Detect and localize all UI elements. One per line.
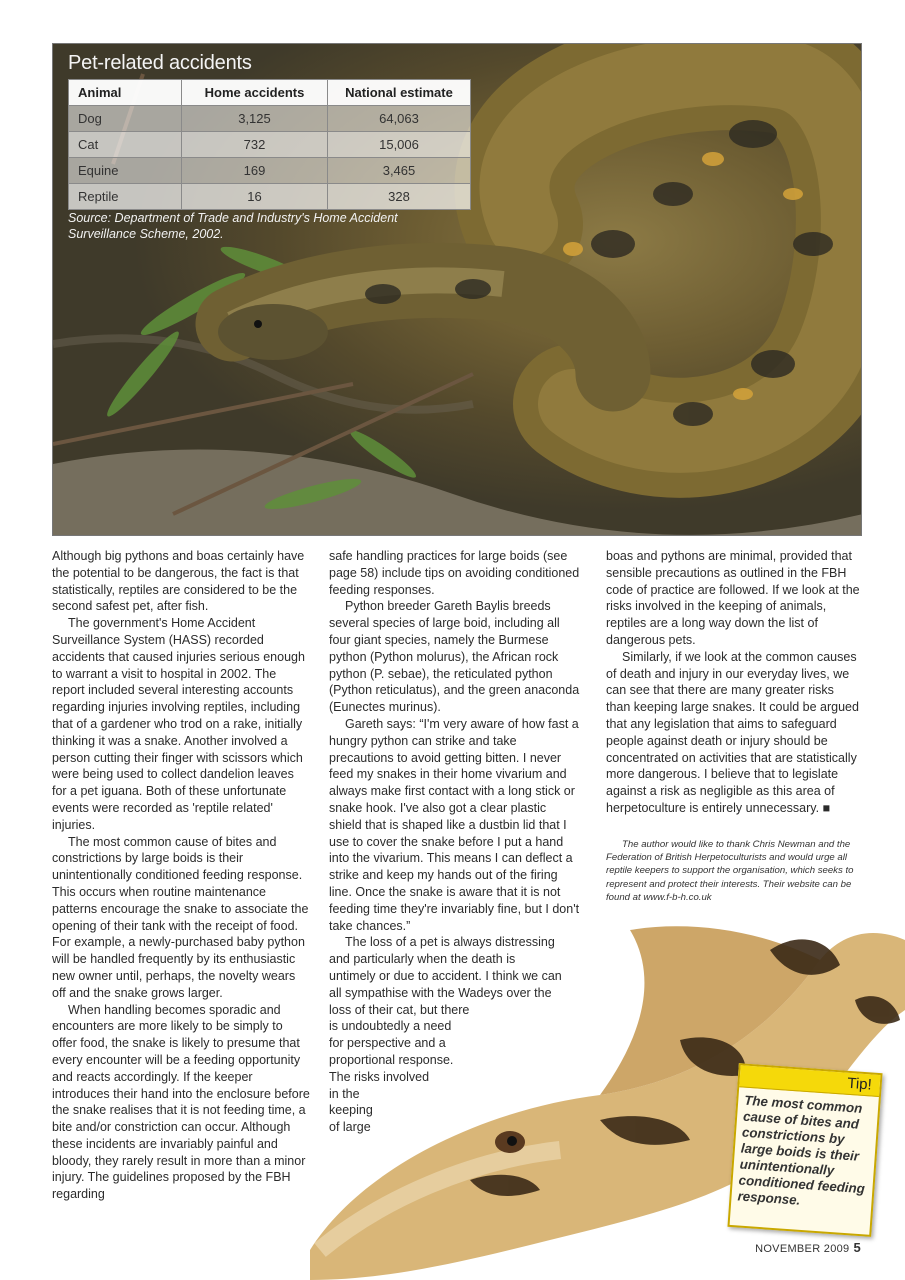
tip-box [727,1063,882,1237]
paragraph: Gareth says: “I'm very aware of how fast a hungry python can strike and take precautions to avoid getting bitten. I never feed my snakes in their home vivarium and always make first contact with a long stick or snake hook. I've also got a clear plastic shield that is shaped like a dustbin lid that I use to cover the snake before I put a hand into the vivarium. This means I can deflect a strike and keep my hands out of the firing line. Once the snake is aware that it is not feeding time they're invariably fine, but I don't take chances.” [329,716,580,933]
table-cell: Equine [69,158,182,184]
table-title: Pet-related accidents [68,52,252,74]
wrap-line: in the [329,1086,360,1101]
article-column-3 [606,548,860,817]
table-cell: 64,063 [328,106,471,132]
wrap-line: The risks involved [329,1069,430,1084]
table-cell: Dog [69,106,182,132]
column-header: National estimate [328,80,471,106]
tip-text: The most common cause of bites and constrictions by large boids is their unintentionally conditioned feeding response. [737,1092,866,1208]
hero-photo-anaconda [52,43,862,536]
table-cell: 732 [182,132,328,158]
table-cell: 15,006 [328,132,471,158]
wrap-line: keeping [329,1103,373,1118]
paragraph: Similarly, if we look at the common causes of death and injury in our everyday lives, we can see that there are many greater risks than keeping large snakes. It could be argued that any legislation that aims to safeguard people against death or injury should be concentrated on activities that are statistically more dangerous. I believe that to legislate against a risk as negligible as this area of herpetoculture is entirely unnecessary. ■ [606,649,859,815]
table-cell: Reptile [69,184,182,210]
table-cell: 16 [182,184,328,210]
paragraph: boas and pythons are minimal, provided that sensible precautions as outlined in the FBH code of practice are followed. If we look at the risks involved in the keeping of animals, reptiles are a long way down the list of dangerous pets. [606,549,860,647]
paragraph: The government's Home Accident Surveillance System (HASS) recorded accidents that caused injuries serious enough to warrant a visit to hospital in 2002. The report included several interesting accounts regarding injuries involving reptiles, including that of a gardener who trod on a rake, initially thinking it was a snake. Another involved a person cutting their finger with scissors which were being used to collect dandelion leaves for a pet iguana. Both of these unfortunate events were recorded as 'reptile related' injuries. [52,616,305,832]
wrap-line: proportional response. [329,1052,454,1067]
paragraph: Python breeder Gareth Baylis breeds several species of large boid, including all four giant species, namely the Burmese python (Python molurus), the African rock python (P. sebae), the reticulated python (Python reticulatus), and the green anaconda (Eunectes murinus). [329,599,580,715]
page-number: 5 [853,1240,861,1255]
wrap-line: for perspective and a [329,1036,446,1051]
table-cell: 328 [328,184,471,210]
pet-accidents-table [68,79,471,210]
table-row [69,132,471,158]
column-header: Animal [69,80,182,106]
table-cell: Cat [69,132,182,158]
paragraph: The most common cause of bites and constrictions by large boids is their unintentionally conditioned feeding response. This occurs when routine maintenance patterns encourage the snake to associate the opening of their tank with the receipt of food. For example, a newly-purchased baby python will be handled frequently by its enthusiastic new owner until, perhaps, the novelty wears off and the snake grows larger. [52,834,309,1000]
page-footer [755,1240,861,1255]
table-cell: 3,465 [328,158,471,184]
table-header-row [69,80,471,106]
paragraph: The loss of a pet is always distressing and particularly when the death is untimely or due to accident. I think we can all sympathise with the Wadeys over the loss of their cat, but there [329,935,562,1017]
paragraph: Although big pythons and boas certainly have the potential to be dangerous, the fact is that statistically, reptiles are considered to be the second safest pet, after fish. [52,549,305,614]
author-acknowledgement: The author would like to thank Chris Newman and the Federation of British Herpetoculturists and would urge all reptile keepers to support the organisation, which seeks to represent and protect their interests. Their website can be found at www.f-b-h.co.uk [606,839,854,903]
wrap-line: of large [329,1120,371,1135]
wrap-line: is undoubtedly a need [329,1019,452,1034]
table-source-note: Source: Department of Trade and Industry's Home Accident Surveillance Scheme, 2002. [68,211,398,241]
article-column-1 [52,548,310,1203]
column-header: Home accidents [182,80,328,106]
issue-date: NOVEMBER 2009 [755,1243,850,1255]
paragraph: safe handling practices for large boids (see page 58) include tips on avoiding conditioned feeding responses. [329,549,580,597]
paragraph: When handling becomes sporadic and encounters are more likely to be simply to offer food, the snake is likely to presume that every encounter will be a feeding opportunity and reacts accordingly. If the keeper introduces their hand into the enclosure before the snake realises that it is not feeding time, a bite and/or constriction can occur. Although these incidents are invariably painful and bloody, they rarely result in more than a minor injury. The guidelines proposed by the FBH regarding [52,1002,310,1202]
table-cell: 169 [182,158,328,184]
table-row [69,106,471,132]
table-row [69,184,471,210]
table-row [69,158,471,184]
table-cell: 3,125 [182,106,328,132]
tip-heading: Tip! [739,1065,880,1097]
